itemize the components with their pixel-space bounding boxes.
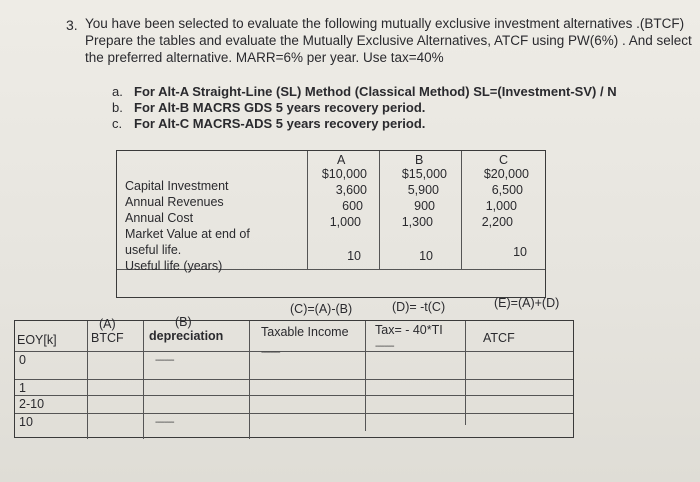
- subitem-a: [112, 84, 617, 99]
- dash-mark: --------: [375, 341, 394, 352]
- value-cell: 1,300: [401, 215, 433, 229]
- col-divider: [365, 321, 366, 431]
- col-letter-b: (B): [175, 315, 192, 329]
- row-line: [15, 395, 573, 396]
- value-cell: 10: [419, 249, 433, 263]
- value-cell: 1,000: [485, 199, 517, 213]
- row-label: Capital Investment: [125, 179, 229, 193]
- subitem-text: For Alt-B MACRS GDS 5 years recovery period.: [134, 100, 426, 115]
- value-cell: 6,500: [491, 183, 523, 197]
- question-line-3: the preferred alternative. MARR=6% per year. Use tax=40%: [85, 50, 444, 65]
- col-divider: [87, 321, 88, 439]
- formula-c: (C)=(A)-(B): [290, 302, 353, 316]
- question-line-2: Prepare the tables and evaluate the Mutually Exclusive Alternatives, ATCF using PW(6%) . And select: [85, 33, 692, 48]
- subitem-label: b.: [112, 100, 123, 115]
- value-cell: 900: [414, 199, 435, 213]
- subitem-label: a.: [112, 84, 123, 99]
- col-divider: [465, 321, 466, 425]
- subitem-text: For Alt-A Straight-Line (SL) Method (Classical Method) SL=(Investment-SV) / N: [134, 84, 617, 99]
- eoy-cell: 1: [19, 381, 26, 395]
- value-cell: 5,900: [407, 183, 439, 197]
- col-divider: [143, 321, 144, 439]
- col-letter-a: (A): [99, 317, 116, 331]
- eoy-cell: 0: [19, 353, 26, 367]
- row-line: [15, 379, 573, 380]
- header-tax: Tax= - 40*TI: [375, 323, 443, 337]
- cash-flow-table: [14, 315, 574, 438]
- subitem-label: c.: [112, 116, 123, 131]
- value-cell: $20,000: [483, 167, 529, 181]
- value-cell: 2,200: [481, 215, 513, 229]
- subitem-c: [112, 116, 425, 131]
- value-cell: 1,000: [329, 215, 361, 229]
- value-cell: $15,000: [401, 167, 447, 181]
- eoy-cell: 2-10: [19, 397, 45, 411]
- row-label: Annual Revenues: [125, 195, 224, 209]
- value-cell: 10: [513, 245, 527, 259]
- header-a: A: [337, 153, 346, 167]
- alternatives-table: [116, 150, 546, 298]
- header-bottom-line: [15, 351, 573, 352]
- row-label: Annual Cost: [125, 211, 194, 225]
- value-cell: 600: [342, 199, 363, 213]
- eoy-cell: 10: [19, 415, 33, 429]
- row-label: Useful life (years): [125, 259, 223, 273]
- value-cell: $10,000: [321, 167, 367, 181]
- subitem-b: [112, 100, 425, 115]
- dash-mark: --------: [155, 355, 174, 366]
- question-text: [85, 15, 690, 66]
- header-taxable-income: Taxable Income: [261, 325, 349, 339]
- header-b: B: [415, 153, 424, 167]
- row-line: [15, 413, 573, 414]
- formula-d: (D)= -t(C): [392, 300, 446, 314]
- header-atcf: ATCF: [483, 331, 515, 345]
- row-label: useful life.: [125, 243, 182, 257]
- header-c: C: [499, 153, 509, 167]
- header-eoy: EOY[k]: [17, 333, 57, 347]
- dash-mark: --------: [155, 417, 174, 428]
- subitem-text: For Alt-C MACRS-ADS 5 years recovery period.: [134, 116, 426, 131]
- question-line-1: You have been selected to evaluate the following mutually exclusive investment alternatives .(BTCF): [85, 16, 685, 31]
- value-cell: 10: [347, 249, 361, 263]
- question-number: 3.: [66, 17, 78, 33]
- row-label: Market Value at end of: [125, 227, 250, 241]
- dash-mark: --------: [261, 347, 280, 358]
- col-divider: [249, 321, 250, 439]
- header-btcf: BTCF: [91, 331, 124, 345]
- formula-e: (E)=(A)+(D): [494, 296, 560, 310]
- header-depreciation: depreciation: [149, 329, 224, 343]
- value-cell: 3,600: [335, 183, 367, 197]
